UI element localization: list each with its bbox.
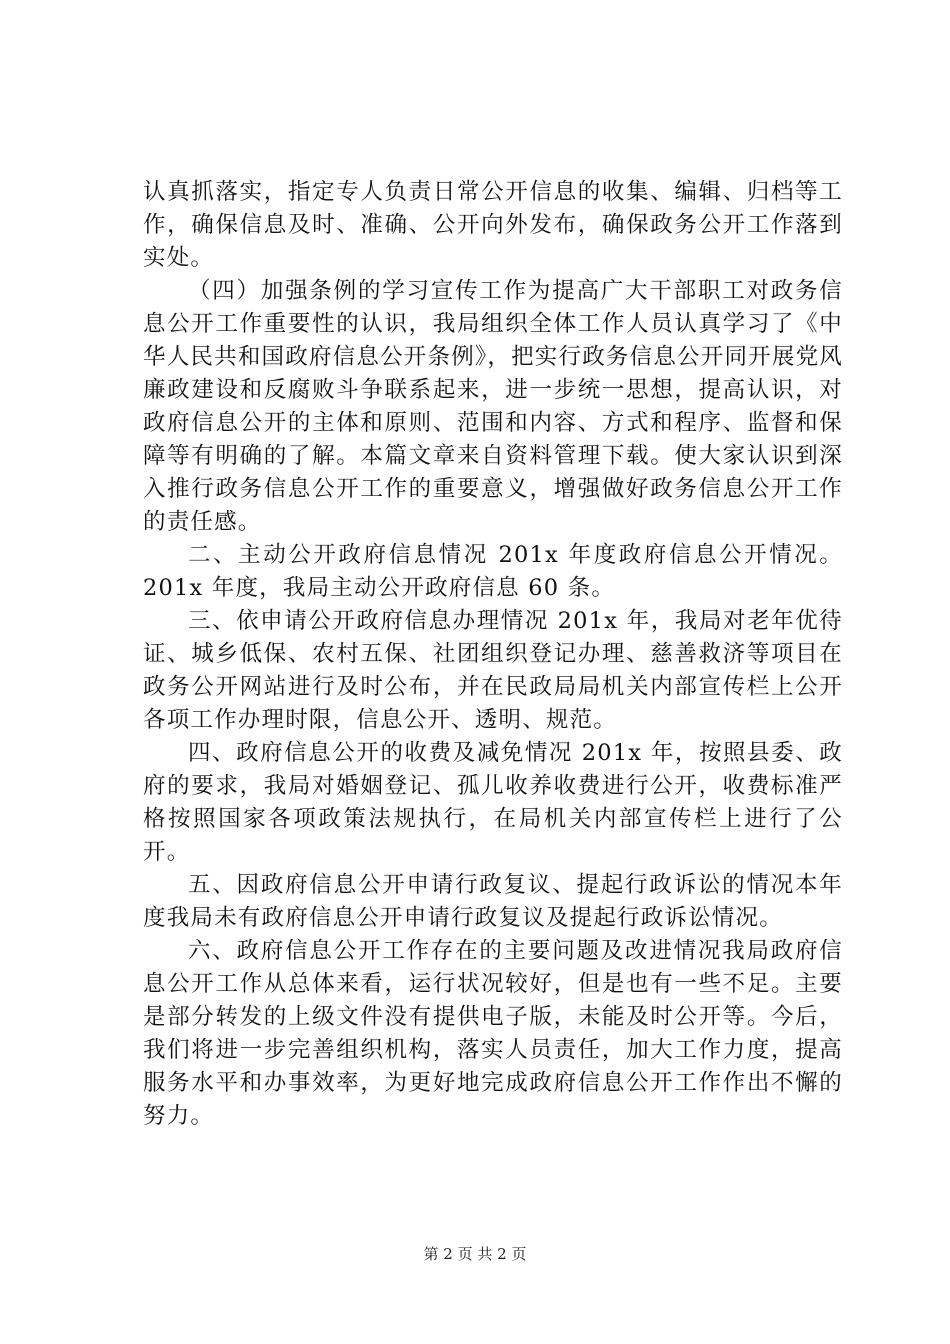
page-footer: 第 2 页 共 2 页: [423, 1245, 527, 1263]
paragraph-section-four: （四）加强条例的学习宣传工作为提高广大干部职工对政务信息公开工作重要性的认识，我局组织全体工作人员认真学习了《中华人民共和国政府信息公开条例》，把实行政务信息公开同开展党风廉政建设和反腐败斗争联系起来，进一步统一思想，提高认识，对政府信息公开的主体和原则、范围和内容、方式和程序、监督和保障等有明确的了解。本篇文章来自资料管理下载。使大家认识到深入推行政务信息公开工作的重要意义，增强做好政务信息公开工作的责任感。: [143, 278, 843, 535]
paragraph-section-two: 二、主动公开政府信息情况 201x 年度政府信息公开情况。201x 年度，我局主动公开政府信息 60 条。: [143, 542, 843, 601]
paragraph-continuation: 认真抓落实，指定专人负责日常公开信息的收集、编辑、归档等工作，确保信息及时、准确、公开向外发布，确保政务公开工作落到实处。: [143, 179, 843, 271]
paragraph-section-six: 六、政府信息公开工作存在的主要问题及改进情况我局政府信息公开工作从总体来看，运行状况较好，但是也有一些不足。主要是部分转发的上级文件没有提供电子版，未能及时公开等。今后，我们将进一步完善组织机构，落实人员责任，加大工作力度，提高服务水平和办事效率，为更好地完成政府信息公开工作作出不懈的努力。: [143, 938, 843, 1129]
paragraph-section-three: 三、依申请公开政府信息办理情况 201x 年，我局对老年优待证、城乡低保、农村五保、社团组织登记办理、慈善救济等项目在政务公开网站进行及时公布，并在民政局局机关内部宣传栏上公开各项工作办理时限，信息公开、透明、规范。: [143, 608, 843, 733]
paragraph-section-five: 五、因政府信息公开申请行政复议、提起行政诉讼的情况本年度我局未有政府信息公开申请行政复议及提起行政诉讼情况。: [143, 872, 843, 931]
document-body: [143, 176, 843, 1133]
paragraph-section-four-fees: 四、政府信息公开的收费及减免情况 201x 年，按照县委、政府的要求，我局对婚姻登记、孤儿收养收费进行公开，收费标准严格按照国家各项政策法规执行，在局机关内部宣传栏上进行了公开。: [143, 740, 843, 865]
